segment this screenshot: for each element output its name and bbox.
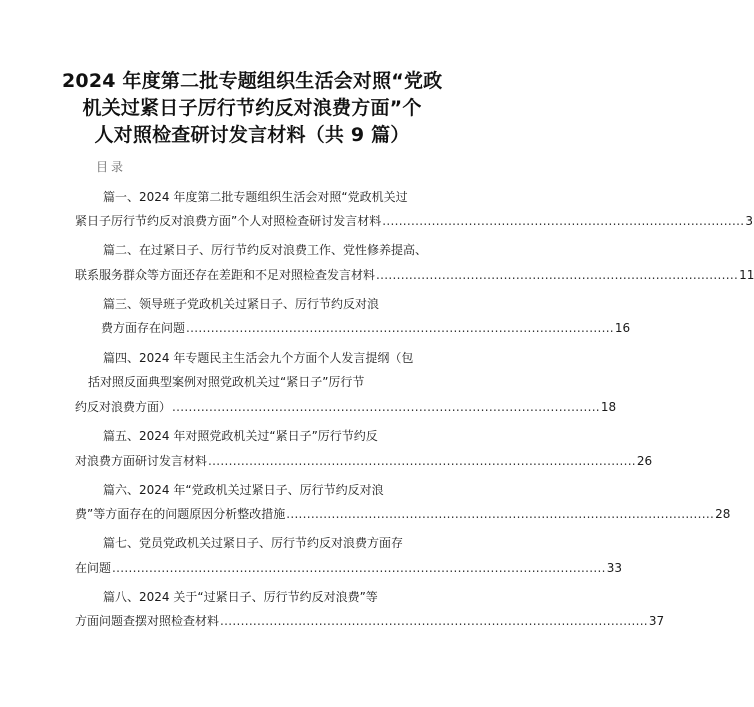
toc-item-text: 篇一、2024 年度第二批专题组织生活会对照“党政机关过 bbox=[103, 190, 408, 204]
toc-item-2-line-2 bbox=[75, 267, 754, 283]
toc-page-number: 11 bbox=[739, 268, 754, 282]
toc-item-text: 对浪费方面研讨发言材料 bbox=[75, 454, 208, 468]
toc-item-4-line-3 bbox=[75, 399, 617, 415]
toc-item-text: 约反对浪费方面） bbox=[75, 400, 172, 414]
toc-item-text: 费”等方面存在的问题原因分析整改措施 bbox=[75, 507, 286, 521]
dot-leader: ........................................................................................................ bbox=[186, 321, 614, 335]
dot-leader: ........................................................................................ bbox=[382, 214, 745, 228]
toc-item-text: 篇六、2024 年“党政机关过紧日子、厉行节约反对浪 bbox=[103, 483, 384, 497]
toc-page-number: 37 bbox=[648, 614, 665, 628]
toc-item-5-line-2 bbox=[75, 453, 653, 469]
toc-item-text: 篇二、在过紧日子、厉行节约反对浪费工作、党性修养提高、 bbox=[103, 243, 428, 257]
toc-item-8-line-1 bbox=[103, 589, 413, 605]
toc-heading: 目录 bbox=[96, 160, 127, 174]
dot-leader: ........................................................................................ bbox=[376, 268, 739, 282]
toc-page-number: 3 bbox=[745, 214, 753, 228]
dot-leader: ........................................................................................................ bbox=[220, 614, 648, 628]
toc-page-number: 16 bbox=[614, 321, 631, 335]
toc-item-3-line-1 bbox=[103, 296, 403, 312]
dot-leader: ........................................................................................................ bbox=[172, 400, 600, 414]
toc-item-text: 紧日子厉行节约反对浪费方面”个人对照检查研讨发言材料 bbox=[75, 214, 382, 228]
toc-item-3-line-2 bbox=[101, 320, 631, 336]
toc-item-text: 篇八、2024 关于“过紧日子、厉行节约反对浪费”等 bbox=[103, 590, 378, 604]
toc-item-5-line-1 bbox=[103, 428, 413, 444]
toc-item-4-line-1 bbox=[103, 350, 413, 366]
toc-item-7-line-2 bbox=[75, 560, 623, 576]
toc-item-1-line-2 bbox=[75, 213, 753, 229]
toc-page-number: 28 bbox=[715, 507, 731, 521]
toc-item-7-line-1 bbox=[103, 535, 413, 551]
title-line-1: 2024 年度第二批专题组织生活会对照“党政 bbox=[62, 70, 443, 92]
toc-item-1-line-1 bbox=[103, 189, 413, 205]
toc-item-text: 联系服务群众等方面还存在差距和不足对照检查发言材料 bbox=[75, 268, 376, 282]
dot-leader: ........................................................................................................................ bbox=[112, 561, 606, 575]
toc-item-text: 篇三、领导班子党政机关过紧日子、厉行节约反对浪 bbox=[103, 297, 380, 311]
toc-item-text: 方面问题查摆对照检查材料 bbox=[75, 614, 220, 628]
toc-item-text: 在问题 bbox=[75, 561, 112, 575]
toc-page-number: 26 bbox=[636, 454, 653, 468]
toc-item-text: 篇七、党员党政机关过紧日子、厉行节约反对浪费方面存 bbox=[103, 536, 404, 550]
document-title bbox=[62, 68, 442, 149]
toc-item-2-line-1 bbox=[103, 242, 428, 258]
toc-item-8-line-2 bbox=[75, 613, 665, 629]
toc-item-text: 括对照反面典型案例对照党政机关过“紧日子”厉行节 bbox=[88, 375, 365, 389]
dot-leader: ........................................................................................................ bbox=[286, 507, 715, 521]
toc-page-number: 33 bbox=[606, 561, 623, 575]
title-line-3: 人对照检查研讨发言材料（共 9 篇） bbox=[94, 124, 410, 146]
toc-item-4-line-2 bbox=[88, 374, 408, 390]
toc-page-number: 18 bbox=[600, 400, 617, 414]
toc-item-text: 篇五、2024 年对照党政机关过“紧日子”厉行节约反 bbox=[103, 429, 378, 443]
toc-item-6-line-1 bbox=[103, 482, 413, 498]
toc-item-6-line-2 bbox=[75, 506, 731, 522]
toc-item-text: 篇四、2024 年专题民主生活会九个方面个人发言提纲（包 bbox=[103, 351, 414, 365]
dot-leader: ........................................................................................................ bbox=[208, 454, 636, 468]
toc-item-text: 费方面存在问题 bbox=[101, 321, 186, 335]
title-line-2: 机关过紧日子厉行节约反对浪费方面”个 bbox=[82, 97, 422, 119]
